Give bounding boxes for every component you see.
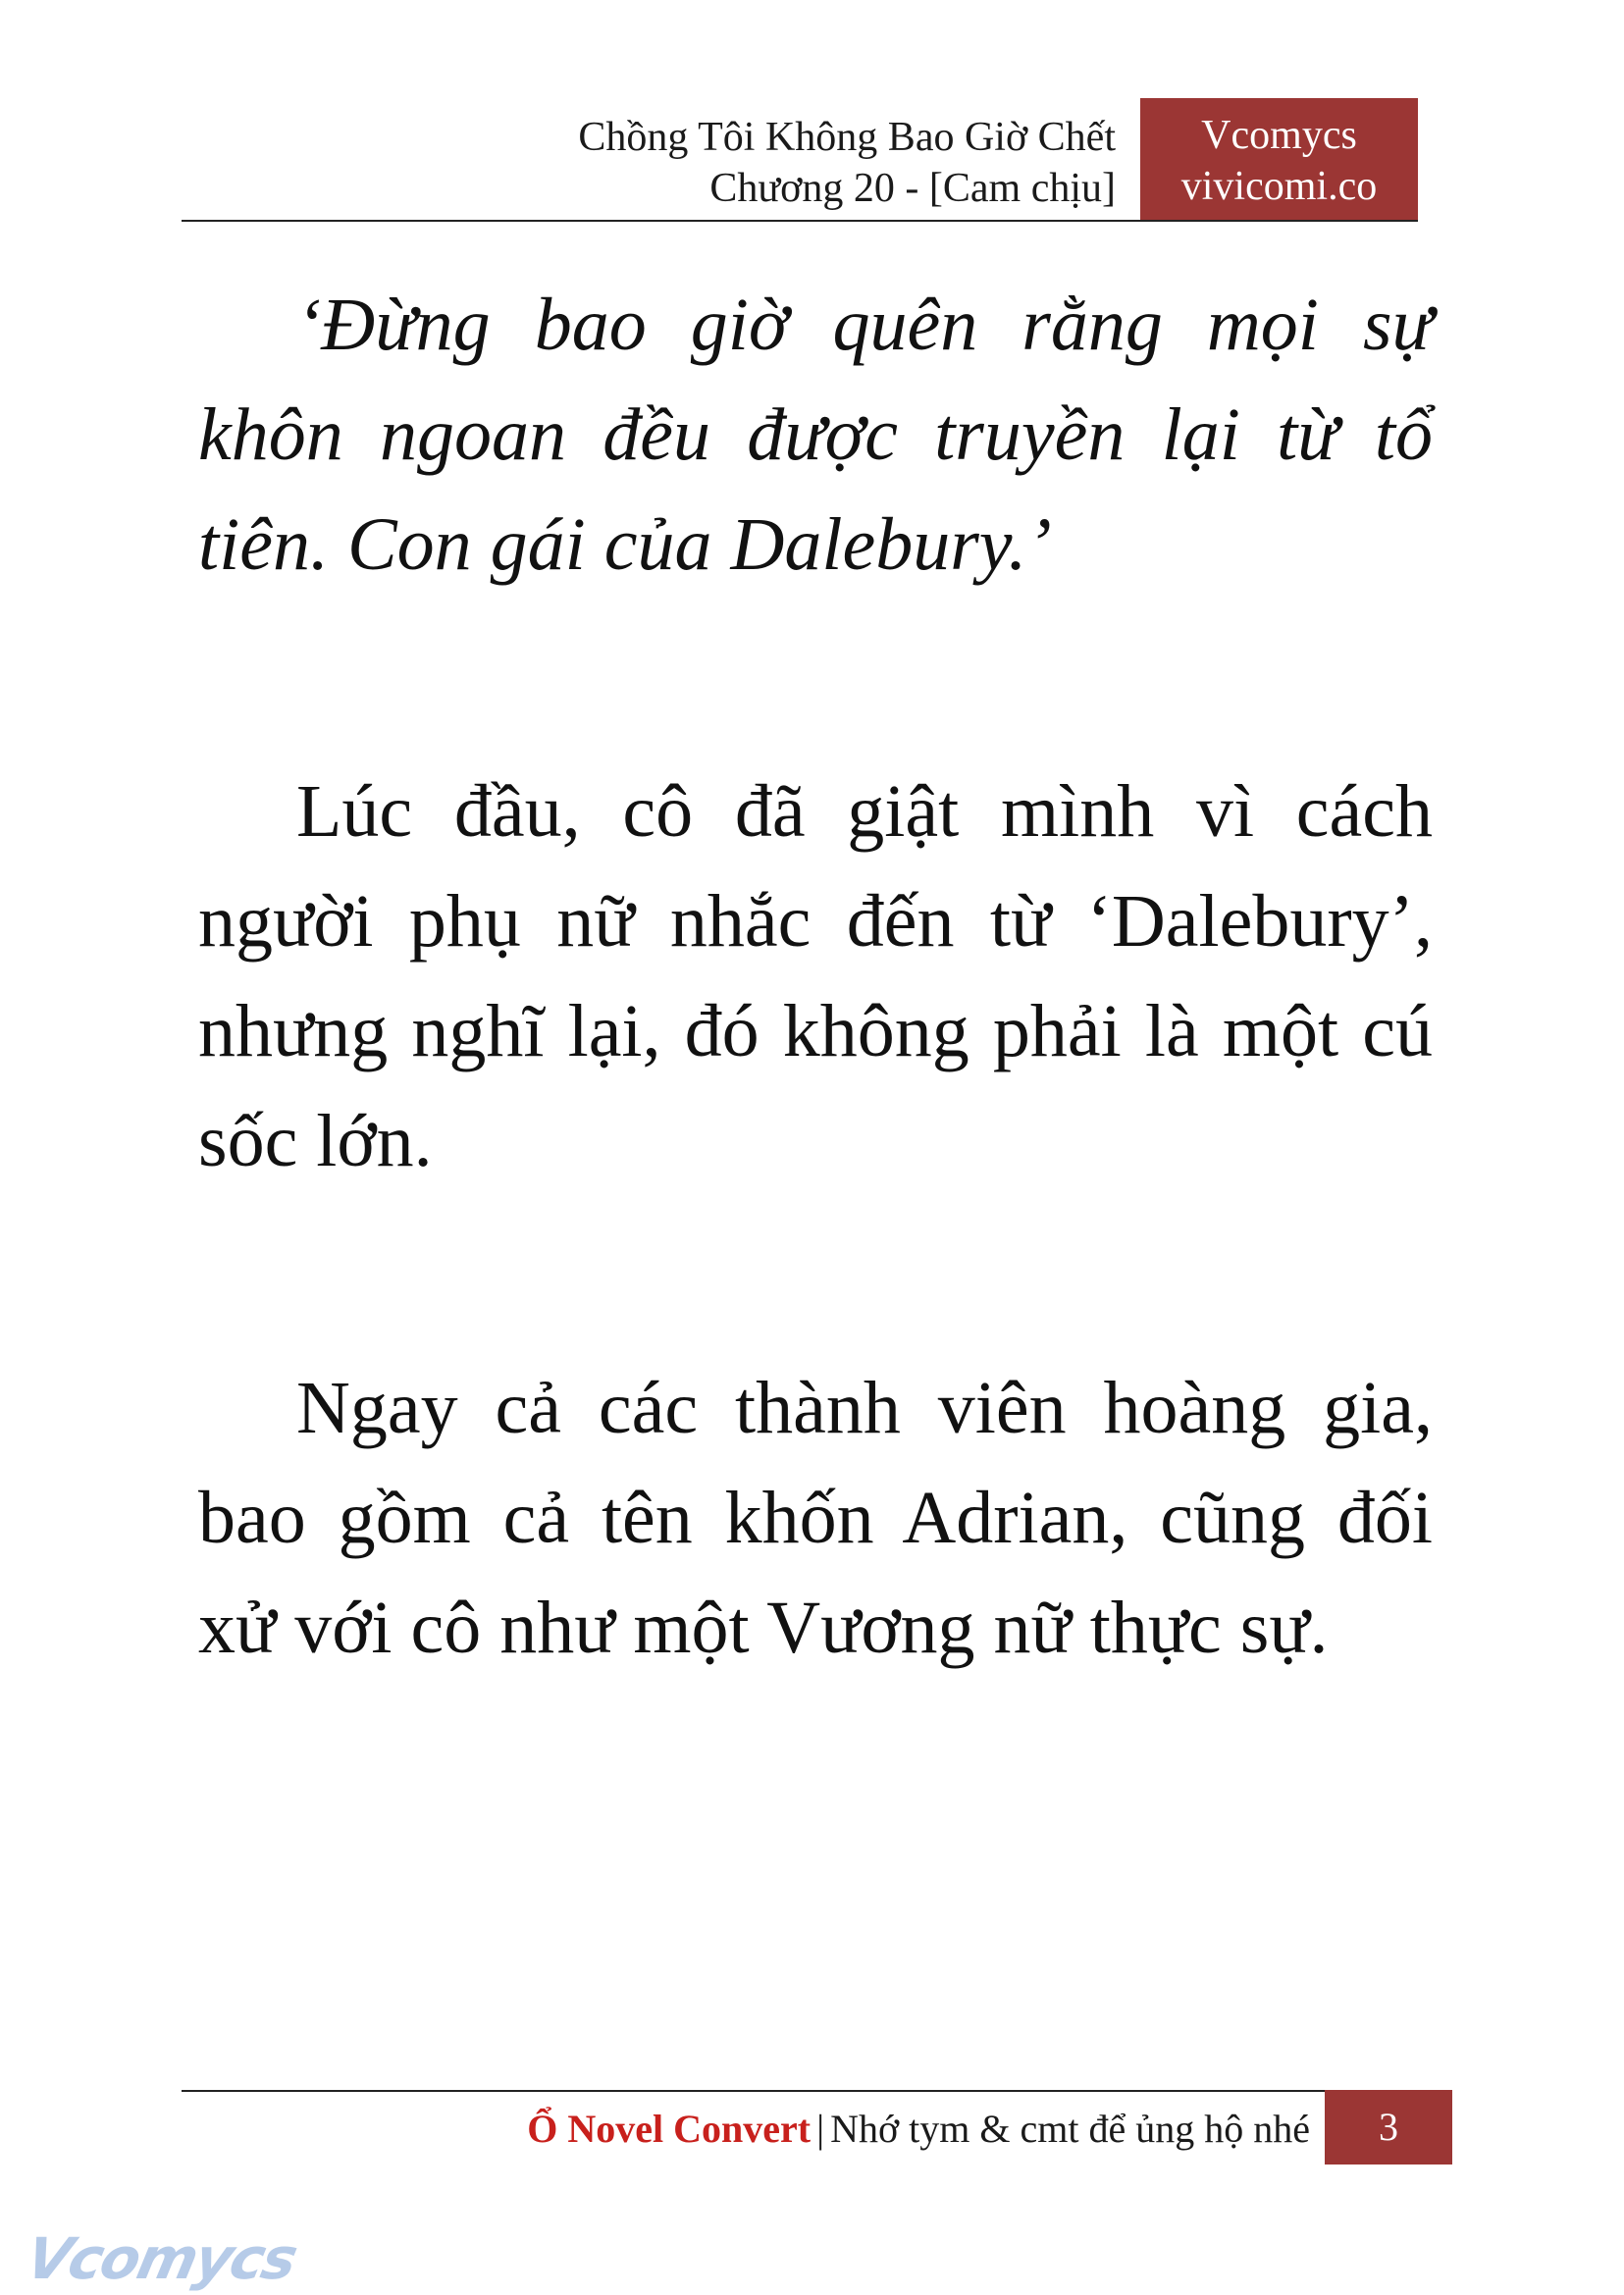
book-title: Chồng Tôi Không Bao Giờ Chết — [578, 115, 1116, 160]
footer-note: Nhớ tym & cmt để ủng hộ nhé — [830, 2107, 1310, 2151]
chapter-title: Chương 20 - [Cam chịu] — [709, 166, 1116, 211]
footer-divider — [182, 2090, 1325, 2092]
header-block — [182, 98, 1418, 220]
page-content — [198, 270, 1433, 1683]
footer-text — [527, 2102, 1310, 2157]
footer-separator: | — [816, 2107, 825, 2151]
publisher-site: vivicomi.co — [1180, 164, 1378, 209]
watermark-logo: Vcomycs — [20, 2225, 302, 2292]
paragraph: Lúc đầu, cô đã giật mình vì cách người phụ nữ nhắc đến từ ‘Dalebury’, nhưng nghĩ lại, đó không phải là một cú sốc lớn. — [198, 770, 1433, 1182]
header-titles — [578, 112, 1116, 214]
header-divider — [182, 220, 1418, 222]
publisher-badge — [1140, 98, 1418, 220]
paragraph-quote: ‘Đừng bao giờ quên rằng mọi sự khôn ngoan đều được truyền lại từ tổ tiên. Con gái của Dalebury.’ — [198, 284, 1433, 586]
publisher-name: Vcomycs — [1201, 113, 1357, 158]
paragraph: Ngay cả các thành viên hoàng gia, bao gồm cả tên khốn Adrian, cũng đối xử với cô như một Vương nữ thực sự. — [198, 1367, 1433, 1669]
footer-brand: Ổ Novel Convert — [527, 2107, 812, 2151]
page-number: 3 — [1325, 2090, 1452, 2165]
